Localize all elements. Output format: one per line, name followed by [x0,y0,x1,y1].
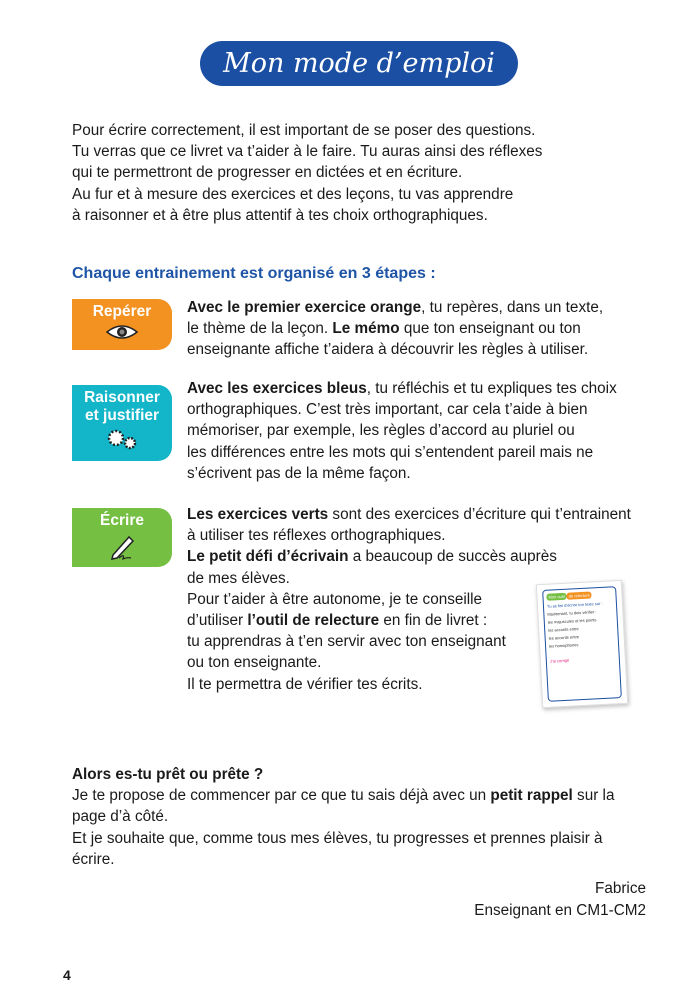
eye-icon [106,324,138,340]
page-title: Mon mode d’emploi [200,41,518,86]
steps-heading: Chaque entrainement est organisé en 3 étapes : [72,265,436,282]
badge-label: Repérer [92,303,152,320]
badge-ecrire [72,508,172,567]
gears-icon [105,428,139,450]
outro-paragraph: Alors es-tu prêt ou prête ? Je te propose de commencer par ce que tu sais déjà avec un petit rappel sur la page d’à côté. Et je souhaite que, comme tous mes élèves, tu progresses et prennes plaisir à écrire. [72,766,615,868]
page-number: 4 [63,967,71,983]
badge-label: Raisonner [84,389,160,406]
thumb-item: les homophones [548,642,579,649]
signature [474,878,646,922]
signature-role: Enseignant en CM1-CM2 [474,902,646,919]
thumb-item: les accords entre [548,634,580,641]
pen-icon [107,533,137,561]
thumb-item: les accords entre [548,626,579,633]
intro-line: à raisonner et à être plus attentif à tes choix orthographiques. [72,206,488,224]
step-text-ecrire: Les exercices verts sont des exercices d’écriture qui t’entrainent à utiliser tes réflexes orthographiques. Le petit défi d’écrivain a beaucoup de succès auprès de mes élèves. Pour t’aider à être autonome, je te conseille d’utiliser l’outil de relecture en fin de livret : tu apprendras à t’en servir avec ton enseignant ou ton enseignante. Il te permettra de vérifier tes écrits. [187,506,631,693]
intro-line: Pour écrire correctement, il est important de se poser des questions. [72,122,536,139]
thumb-item: les majuscules et les points [547,617,597,625]
step-text-raisonner: Avec les exercices bleus, tu réfléchis et tu expliques tes choix orthographiques. C’est très important, car cela t’aide à bien mémoriser, par exemple, les règles d’accord au pluriel ou les différences entre les mots qui s’entendent pareil mais ne s’écrivent pas de la même façon. [187,380,617,482]
intro-paragraph [72,120,652,226]
intro-line: qui te permettront de progresser en dictées et en écriture. [72,164,463,182]
badge-label: et justifier [84,407,160,424]
badge-raisonner [72,385,172,461]
intro-line: Au fur et à mesure des exercices et des leçons, tu vas apprendre [72,185,514,203]
relecture-tool-thumbnail [536,580,628,708]
thumb-title: de relecture [567,591,592,599]
badge-label: Écrire [100,512,144,529]
thumb-text: Maintenant, tu dois vérifier : [547,609,597,617]
thumb-footer: J’ai corrigé [549,657,570,664]
thumb-title: Mon outil [546,593,567,601]
thumb-text: Tu as fini d’écrire ton texte sur : [546,600,603,609]
badge-reperer [72,299,172,350]
step-text-reperer: Avec le premier exercice orange, tu repères, dans un texte, le thème de la leçon. Le mémo que ton enseignant ou ton enseignante affiche t’aidera à découvrir les règles à utiliser. [187,299,604,359]
intro-line: Tu verras que ce livret va t’aider à le faire. Tu auras ainsi des réflexes [72,143,543,161]
signature-name: Fabrice [594,880,646,897]
